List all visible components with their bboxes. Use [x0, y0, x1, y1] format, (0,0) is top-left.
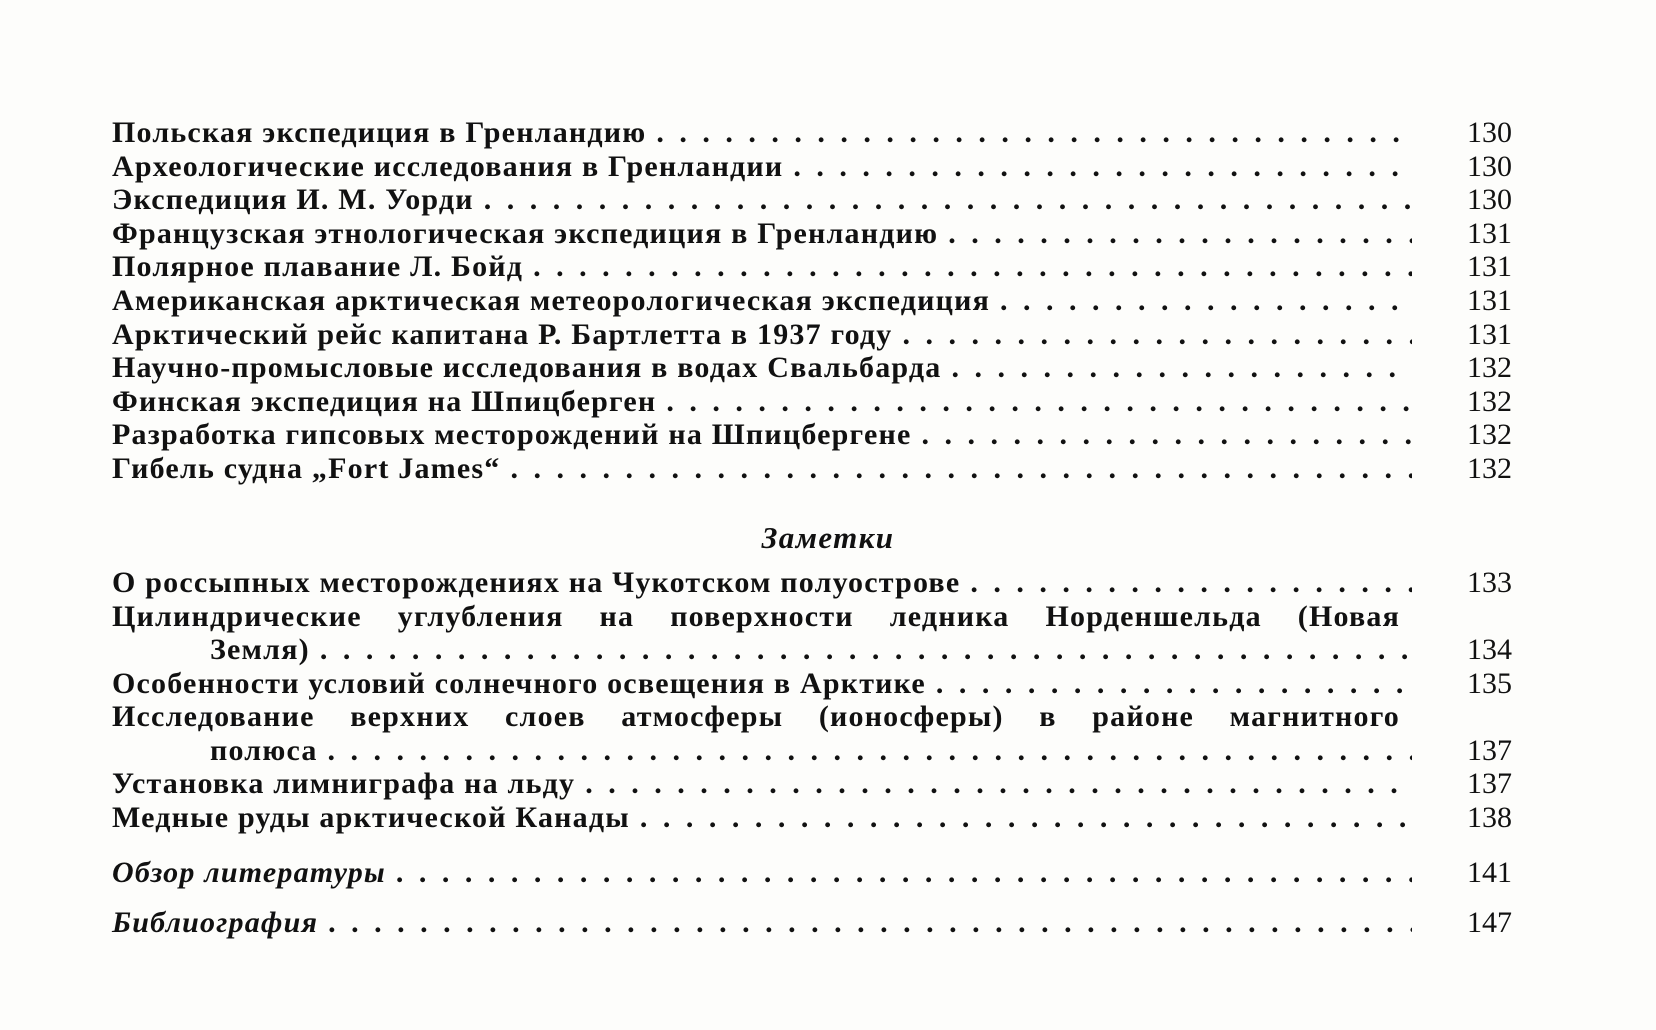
toc-block-3 — [112, 856, 1512, 939]
dot-leader — [948, 217, 1412, 251]
entry-page: 132 — [1467, 418, 1512, 452]
dot-leader — [970, 566, 1412, 600]
toc-block-1 — [112, 116, 1512, 486]
entry-title: Польская экспедиция в Гренландию — [112, 116, 647, 149]
dot-leader — [510, 452, 1412, 486]
toc-entry[interactable] — [112, 116, 1512, 150]
entry-title: Библиография — [112, 905, 319, 939]
dot-leader — [396, 856, 1412, 890]
entry-page: 130 — [1467, 116, 1512, 149]
entry-page: 130 — [1467, 149, 1512, 183]
entry-page: 133 — [1467, 566, 1512, 599]
dot-leader — [666, 385, 1412, 419]
toc-entry[interactable] — [112, 250, 1512, 284]
entry-title: Финская экспедиция на Шпицберген — [112, 384, 657, 418]
toc-entry[interactable] — [112, 183, 1512, 217]
dot-leader — [533, 250, 1412, 284]
dot-leader — [484, 183, 1412, 217]
entry-page: 132 — [1467, 451, 1512, 485]
toc-entry[interactable] — [112, 667, 1512, 701]
entry-page: 135 — [1467, 666, 1512, 700]
entry-page: 141 — [1467, 856, 1512, 889]
dot-leader — [585, 767, 1412, 801]
entry-title: Обзор литературы — [112, 856, 386, 889]
toc-entry-literature-review[interactable] — [112, 856, 1512, 890]
entry-title: О россыпных месторождениях на Чукотском полуострове — [112, 566, 961, 599]
entry-title-line2: полюса — [210, 733, 318, 767]
dot-leader — [328, 734, 1412, 768]
entry-title: Медные руды арктической Канады — [112, 800, 630, 834]
toc-entry[interactable] — [112, 351, 1512, 385]
dot-leader — [320, 633, 1412, 667]
entry-title: Научно-промысловые исследования в водах Свальбарда — [112, 351, 942, 385]
entry-title-line2: Земля) — [210, 633, 310, 666]
entry-title-line1: Исследование верхних слоев атмосферы (ионосферы) в районе магнитного — [112, 700, 1400, 734]
toc-entry[interactable] — [112, 700, 1512, 767]
dot-leader — [656, 116, 1412, 150]
entry-title: Гибель судна „Fort James“ — [112, 451, 501, 485]
entry-title: Разработка гипсовых месторождений на Шпицбергене — [112, 418, 912, 452]
dot-leader — [936, 667, 1412, 701]
toc-entry[interactable] — [112, 385, 1512, 419]
entry-page: 147 — [1467, 905, 1512, 939]
toc-entry[interactable] — [112, 418, 1512, 452]
entry-title: Особенности условий солнечного освещения в Арктике — [112, 666, 926, 700]
entry-page: 134 — [1467, 633, 1512, 666]
entry-title: Экспедиция И. М. Уорди — [112, 183, 474, 217]
entry-page: 138 — [1467, 800, 1512, 834]
entry-title-line1: Цилиндрические углубления на поверхности ледника Норденшельда (Новая — [112, 599, 1400, 633]
dot-leader — [328, 906, 1412, 940]
toc-entry[interactable] — [112, 150, 1512, 184]
dot-leader — [1000, 284, 1412, 318]
toc-entry[interactable] — [112, 767, 1512, 801]
toc-entry[interactable] — [112, 284, 1512, 318]
entry-title: Установка лимниграфа на льду — [112, 767, 576, 801]
entry-page: 137 — [1467, 733, 1512, 767]
entry-title: Арктический рейс капитана Р. Бартлетта в 1937 году — [112, 317, 893, 351]
toc-block-2 — [112, 566, 1512, 834]
dot-leader — [793, 150, 1412, 184]
toc-entry-bibliography[interactable] — [112, 906, 1512, 940]
entry-page: 131 — [1467, 283, 1512, 317]
toc-entry[interactable] — [112, 801, 1512, 835]
entry-title: Археологические исследования в Гренландии — [112, 149, 784, 183]
toc-entry[interactable] — [112, 600, 1512, 667]
dot-leader — [902, 318, 1412, 352]
entry-page: 131 — [1467, 317, 1512, 351]
entry-title: Полярное плавание Л. Бойд — [112, 250, 524, 284]
entry-page: 137 — [1467, 767, 1512, 801]
section-heading-notes: Заметки — [761, 520, 895, 555]
entry-page: 132 — [1467, 351, 1512, 385]
toc-entry[interactable] — [112, 452, 1512, 486]
dot-leader — [921, 418, 1412, 452]
entry-page: 132 — [1467, 384, 1512, 418]
toc-entry[interactable] — [112, 318, 1512, 352]
toc-entry[interactable] — [112, 217, 1512, 251]
entry-title: Французская этнологическая экспедиция в Гренландию — [112, 216, 939, 250]
dot-leader — [640, 801, 1412, 835]
entry-page: 130 — [1467, 183, 1512, 217]
entry-title: Американская арктическая метеорологическая экспедиция — [112, 283, 991, 317]
entry-page: 131 — [1467, 216, 1512, 250]
toc-entry[interactable] — [112, 566, 1512, 600]
entry-page: 131 — [1467, 250, 1512, 284]
dot-leader — [952, 351, 1413, 385]
